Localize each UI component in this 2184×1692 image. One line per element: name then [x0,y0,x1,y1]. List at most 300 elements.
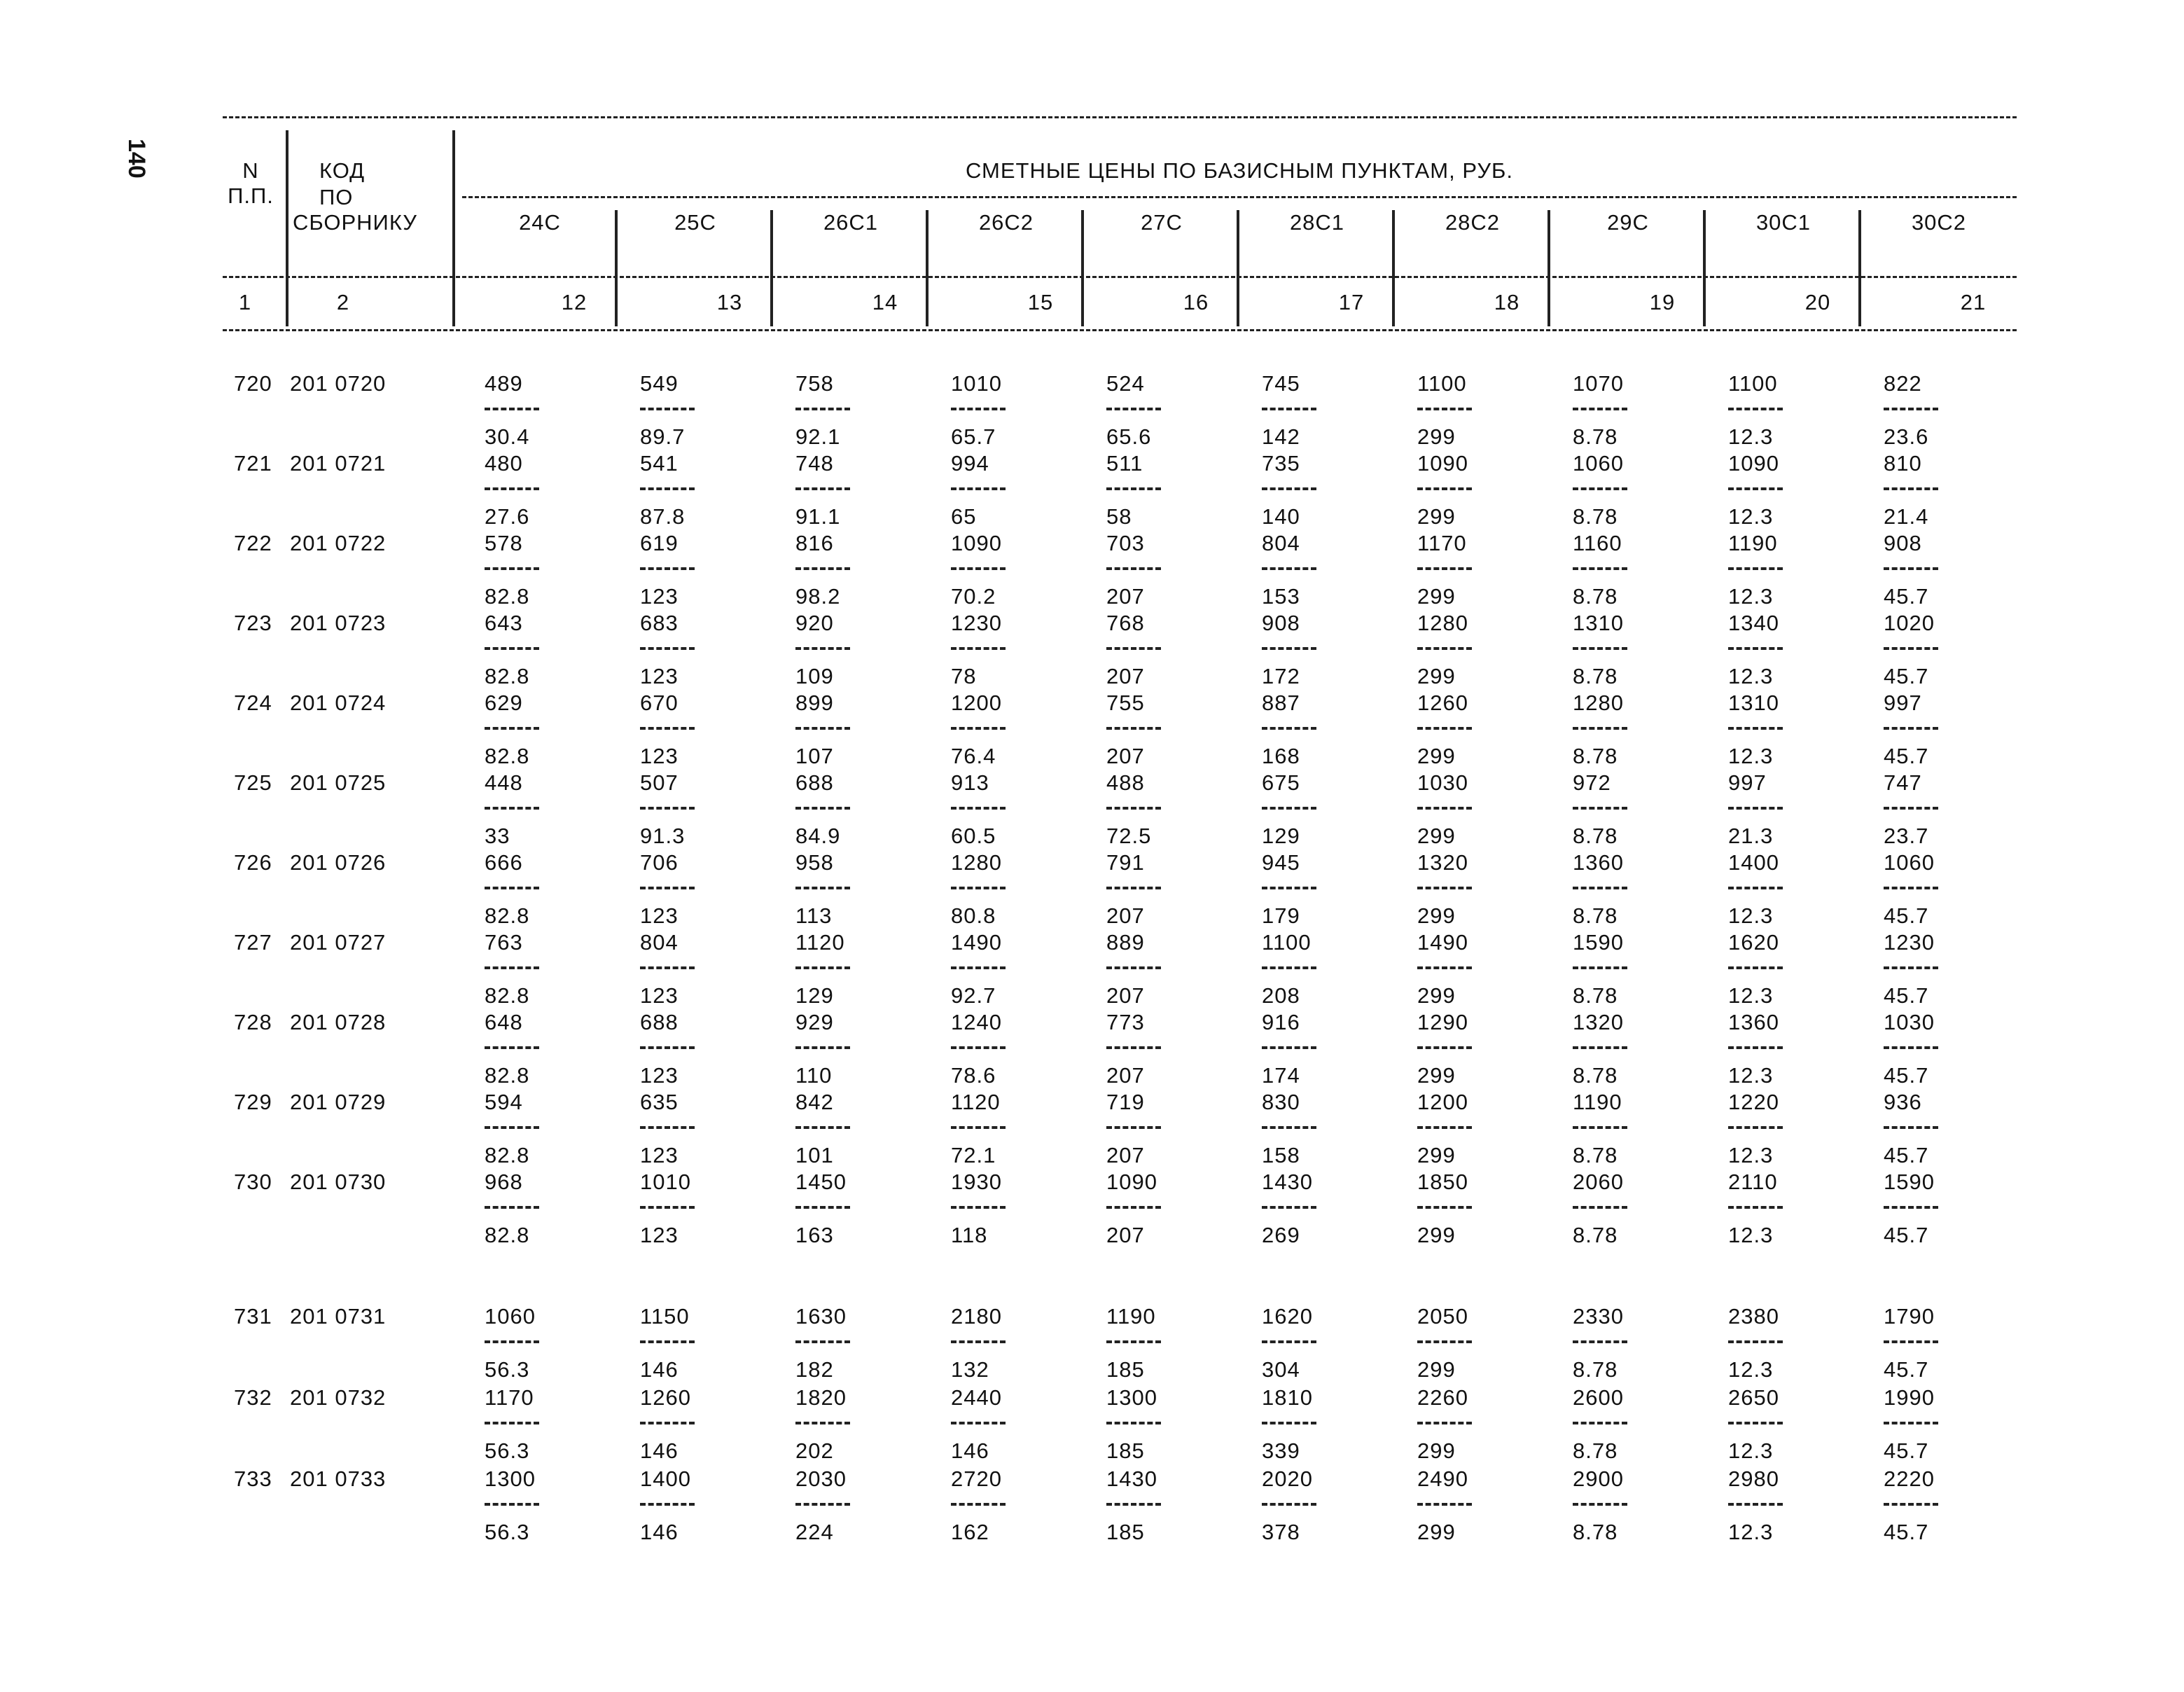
price-cell: 972 [1573,770,1611,795]
price-cell: 1490 [951,930,1002,955]
transport-cell: 98.2 [795,584,841,609]
price-cell: 1090 [1106,1170,1157,1194]
row-number: 722 [234,531,272,555]
fraction-line [1728,1206,1783,1209]
price-cell: 768 [1106,611,1145,635]
fraction-line [485,887,539,889]
transport-cell: 45.7 [1884,1143,1929,1167]
fraction-line [1262,727,1316,730]
transport-cell: 33 [485,824,510,848]
row-code: 201 0721 [290,451,387,476]
price-cell: 541 [640,451,679,476]
price-cell: 1230 [951,611,1002,635]
price-cell: 2490 [1417,1466,1468,1491]
price-cell: 1090 [951,531,1002,555]
fraction-line [485,487,539,490]
fraction-line [1106,1126,1161,1129]
header-n: N [242,158,259,183]
price-cell: 666 [485,850,523,875]
fraction-line [485,408,539,410]
price-cell: 488 [1106,770,1145,795]
fraction-line [1106,807,1161,810]
price-cell: 997 [1884,691,1922,715]
price-cell: 1170 [1417,531,1467,555]
fraction-line [1884,1206,1938,1209]
transport-cell: 269 [1262,1223,1300,1247]
transport-cell: 21.4 [1884,504,1929,529]
fraction-line [795,487,850,490]
fraction-line [1728,1126,1783,1129]
transport-cell: 158 [1262,1143,1300,1167]
header-point-2: 26С1 [823,210,879,235]
price-cell: 1630 [795,1304,847,1329]
row-code: 201 0722 [290,531,387,555]
fraction-line [1417,1340,1472,1343]
fraction-line [640,487,695,490]
price-cell: 1200 [1417,1090,1468,1114]
price-cell: 804 [1262,531,1300,555]
price-cell: 1150 [640,1304,690,1329]
transport-cell: 65.6 [1106,424,1152,449]
price-cell: 2980 [1728,1466,1779,1491]
transport-cell: 91.1 [795,504,841,529]
fraction-line [795,567,850,570]
transport-cell: 8.78 [1573,504,1618,529]
fraction-line [1262,1206,1316,1209]
page-number: 140 [123,139,150,179]
fraction-line [1417,1206,1472,1209]
price-cell: 1090 [1728,451,1779,476]
fraction-line [1884,1126,1938,1129]
price-cell: 2260 [1417,1385,1468,1410]
price-cell: 1810 [1262,1385,1313,1410]
price-cell: 747 [1884,770,1922,795]
price-cell: 683 [640,611,679,635]
transport-cell: 8.78 [1573,1357,1618,1382]
transport-cell: 12.3 [1728,1143,1774,1167]
transport-cell: 56.3 [485,1357,530,1382]
fraction-line [640,1340,695,1343]
price-cell: 929 [795,1010,834,1034]
transport-cell: 142 [1262,424,1300,449]
transport-cell: 78.6 [951,1063,996,1088]
price-cell: 1820 [795,1385,847,1410]
price-cell: 830 [1262,1090,1300,1114]
fraction-line [1573,1046,1627,1049]
fraction-line [1262,1126,1316,1129]
transport-cell: 80.8 [951,903,996,928]
fraction-line [795,966,850,969]
transport-cell: 65.7 [951,424,996,449]
fraction-line [1573,1340,1627,1343]
fraction-line [1417,1046,1472,1049]
transport-cell: 12.3 [1728,1357,1774,1382]
transport-cell: 91.3 [640,824,686,848]
row-number: 721 [234,451,272,476]
row-code: 201 0723 [290,611,387,635]
row-code: 201 0732 [290,1385,387,1410]
price-cell: 773 [1106,1010,1145,1034]
price-cell: 1060 [485,1304,536,1329]
price-cell: 748 [795,451,834,476]
row-number: 725 [234,770,272,795]
transport-cell: 76.4 [951,744,996,768]
transport-cell: 82.8 [485,664,530,688]
transport-cell: 179 [1262,903,1300,928]
price-cell: 2050 [1417,1304,1468,1329]
transport-cell: 172 [1262,664,1300,688]
row-number: 720 [234,371,272,396]
price-cell: 1340 [1728,611,1779,635]
fraction-line [1262,966,1316,969]
transport-cell: 123 [640,903,679,928]
fraction-line [485,567,539,570]
rule-group-title [462,196,2017,198]
transport-cell: 45.7 [1884,903,1929,928]
row-code: 201 0727 [290,930,387,955]
transport-cell: 92.7 [951,983,996,1008]
rule-col-numbers [223,329,2017,331]
price-cell: 1070 [1573,371,1624,396]
fraction-line [1728,487,1783,490]
fraction-line [1106,1046,1161,1049]
price-cell: 1170 [485,1385,534,1410]
price-cell: 1120 [951,1090,1001,1114]
transport-cell: 82.8 [485,584,530,609]
price-cell: 913 [951,770,989,795]
price-cell: 2900 [1573,1466,1624,1491]
price-cell: 994 [951,451,989,476]
fraction-line [1573,807,1627,810]
fraction-line [951,1503,1006,1506]
transport-cell: 84.9 [795,824,841,848]
col-number-8: 18 [1494,290,1520,314]
transport-cell: 123 [640,744,679,768]
fraction-line [1573,567,1627,570]
price-cell: 958 [795,850,834,875]
transport-cell: 82.8 [485,1063,530,1088]
transport-cell: 123 [640,664,679,688]
transport-cell: 299 [1417,1438,1456,1463]
price-cell: 2600 [1573,1385,1624,1410]
fraction-line [485,1340,539,1343]
header-point-5: 28С1 [1289,210,1345,235]
transport-cell: 8.78 [1573,1438,1618,1463]
price-cell: 1100 [1728,371,1778,396]
price-cell: 703 [1106,531,1145,555]
fraction-line [485,807,539,810]
price-cell: 1400 [640,1466,691,1491]
transport-cell: 45.7 [1884,584,1929,609]
row-number: 724 [234,691,272,715]
transport-cell: 146 [951,1438,989,1463]
row-code: 201 0733 [290,1466,387,1491]
fraction-line [795,887,850,889]
transport-cell: 118 [951,1223,988,1247]
transport-cell: 82.8 [485,744,530,768]
price-cell: 1300 [485,1466,536,1491]
col-number-7: 17 [1338,290,1365,314]
fraction-line [1262,1046,1316,1049]
fraction-line [795,807,850,810]
fraction-line [951,1422,1006,1424]
price-cell: 719 [1106,1090,1145,1114]
transport-cell: 146 [640,1438,679,1463]
price-cell: 688 [795,770,834,795]
transport-cell: 27.6 [485,504,530,529]
fraction-line [1262,807,1316,810]
transport-cell: 12.3 [1728,664,1774,688]
price-cell: 755 [1106,691,1145,715]
col-number-3: 13 [716,290,743,314]
fraction-line [1106,887,1161,889]
price-cell: 1320 [1573,1010,1624,1034]
transport-cell: 207 [1106,584,1145,609]
fraction-line [1884,1340,1938,1343]
rule-header-bottom [223,276,2017,278]
transport-cell: 339 [1262,1438,1300,1463]
price-cell: 763 [485,930,523,955]
price-cell: 908 [1262,611,1300,635]
transport-cell: 12.3 [1728,744,1774,768]
fraction-line [485,966,539,969]
col-number-11: 21 [1960,290,1987,314]
row-number: 727 [234,930,272,955]
row-code: 201 0729 [290,1090,387,1114]
fraction-line [1728,1046,1783,1049]
fraction-line [951,727,1006,730]
price-cell: 629 [485,691,523,715]
price-cell: 480 [485,451,523,476]
price-cell: 1230 [1884,930,1935,955]
transport-cell: 162 [951,1520,989,1544]
transport-cell: 72.1 [951,1143,996,1167]
fraction-line [1728,408,1783,410]
price-cell: 816 [795,531,834,555]
transport-cell: 185 [1106,1357,1145,1382]
fraction-line [1417,567,1472,570]
fraction-line [1106,487,1161,490]
price-cell: 1010 [951,371,1002,396]
fraction-line [951,1206,1006,1209]
transport-cell: 89.7 [640,424,686,449]
header-point-4: 27С [1141,210,1183,235]
transport-cell: 8.78 [1573,1520,1618,1544]
fraction-line [1106,1340,1161,1343]
transport-cell: 60.5 [951,824,996,848]
transport-cell: 30.4 [485,424,530,449]
price-cell: 1400 [1728,850,1779,875]
price-cell: 1030 [1417,770,1468,795]
price-cell: 1990 [1884,1385,1935,1410]
transport-cell: 109 [795,664,834,688]
transport-cell: 299 [1417,1357,1456,1382]
price-cell: 670 [640,691,679,715]
transport-cell: 132 [951,1357,989,1382]
fraction-line [1417,487,1472,490]
transport-cell: 140 [1262,504,1300,529]
fraction-line [1106,727,1161,730]
header-point-3: 26С2 [978,210,1034,235]
transport-cell: 207 [1106,744,1145,768]
header-point-7: 29С [1607,210,1649,235]
fraction-line [951,887,1006,889]
price-cell: 1360 [1573,850,1624,875]
transport-cell: 153 [1262,584,1300,609]
price-cell: 1280 [1573,691,1624,715]
fraction-line [640,887,695,889]
fraction-line [1728,1422,1783,1424]
price-cell: 1490 [1417,930,1468,955]
transport-cell: 12.3 [1728,424,1774,449]
price-cell: 2380 [1728,1304,1779,1329]
price-cell: 619 [640,531,679,555]
price-cell: 1160 [1573,531,1622,555]
fraction-line [795,1046,850,1049]
price-cell: 997 [1728,770,1767,795]
transport-cell: 8.78 [1573,424,1618,449]
price-cell: 1300 [1106,1385,1157,1410]
price-cell: 1430 [1106,1466,1157,1491]
transport-cell: 208 [1262,983,1300,1008]
price-cell: 594 [485,1090,523,1114]
price-cell: 1020 [1884,611,1935,635]
header-point-8: 30С1 [1755,210,1811,235]
transport-cell: 45.7 [1884,983,1929,1008]
header-kod: КОД [319,158,366,183]
price-cell: 648 [485,1010,523,1034]
price-cell: 1240 [951,1010,1002,1034]
transport-cell: 299 [1417,584,1456,609]
fraction-line [1106,1422,1161,1424]
price-cell: 1100 [1417,371,1467,396]
fraction-line [1728,727,1783,730]
price-cell: 2020 [1262,1466,1313,1491]
transport-cell: 299 [1417,504,1456,529]
price-cell: 804 [640,930,679,955]
transport-cell: 299 [1417,1063,1456,1088]
transport-cell: 72.5 [1106,824,1152,848]
row-number: 729 [234,1090,272,1114]
fraction-line [1573,1422,1627,1424]
transport-cell: 58 [1106,504,1132,529]
price-cell: 688 [640,1010,679,1034]
fraction-line [951,1126,1006,1129]
fraction-line [1106,966,1161,969]
price-cell: 810 [1884,451,1922,476]
fraction-line [640,727,695,730]
transport-cell: 299 [1417,903,1456,928]
fraction-line [1417,1503,1472,1506]
fraction-line [1262,1340,1316,1343]
price-cell: 2440 [951,1385,1002,1410]
transport-cell: 8.78 [1573,1063,1618,1088]
price-cell: 842 [795,1090,834,1114]
col-number-5: 15 [1027,290,1054,314]
fraction-line [1573,1126,1627,1129]
transport-cell: 123 [640,1223,679,1247]
fraction-line [795,1126,850,1129]
fraction-line [951,487,1006,490]
transport-cell: 45.7 [1884,744,1929,768]
fraction-line [1728,966,1783,969]
fraction-line [1262,487,1316,490]
row-code: 201 0720 [290,371,387,396]
row-code: 201 0728 [290,1010,387,1034]
price-cell: 1060 [1884,850,1935,875]
price-cell: 578 [485,531,523,555]
row-number: 728 [234,1010,272,1034]
header-point-1: 25С [674,210,716,235]
transport-cell: 299 [1417,744,1456,768]
price-cell: 1220 [1728,1090,1779,1114]
transport-cell: 299 [1417,664,1456,688]
price-cell: 511 [1106,451,1143,476]
row-number: 730 [234,1170,272,1194]
transport-cell: 101 [795,1143,834,1167]
transport-cell: 23.7 [1884,824,1929,848]
price-cell: 1590 [1884,1170,1935,1194]
header-group-title: СМЕТНЫЕ ЦЕНЫ ПО БАЗИСНЫМ ПУНКТАМ, РУБ. [966,158,1513,183]
price-cell: 745 [1262,371,1300,396]
price-cell: 791 [1106,850,1145,875]
fraction-line [1728,647,1783,650]
price-cell: 822 [1884,371,1922,396]
transport-cell: 56.3 [485,1520,530,1544]
fraction-line [951,1046,1006,1049]
price-cell: 1850 [1417,1170,1468,1194]
price-cell: 1190 [1573,1090,1622,1114]
price-cell: 1260 [640,1385,691,1410]
transport-cell: 12.3 [1728,504,1774,529]
fraction-line [1106,647,1161,650]
fraction-line [1884,887,1938,889]
fraction-line [795,1503,850,1506]
transport-cell: 207 [1106,664,1145,688]
price-cell: 1280 [951,850,1002,875]
fraction-line [485,1126,539,1129]
transport-cell: 207 [1106,903,1145,928]
fraction-line [1262,1503,1316,1506]
fraction-line [640,647,695,650]
transport-cell: 123 [640,584,679,609]
price-cell: 2330 [1573,1304,1624,1329]
fraction-line [951,807,1006,810]
fraction-line [640,1126,695,1129]
fraction-line [1417,887,1472,889]
price-cell: 2110 [1728,1170,1778,1194]
transport-cell: 110 [795,1063,833,1088]
transport-cell: 82.8 [485,903,530,928]
transport-cell: 378 [1262,1520,1300,1544]
price-cell: 1120 [795,930,845,955]
transport-cell: 8.78 [1573,983,1618,1008]
fraction-line [951,1340,1006,1343]
price-cell: 643 [485,611,523,635]
price-cell: 945 [1262,850,1300,875]
row-code: 201 0725 [290,770,387,795]
price-cell: 706 [640,850,679,875]
price-cell: 936 [1884,1090,1922,1114]
col-number-9: 19 [1649,290,1676,314]
col-number-4: 14 [872,290,898,314]
transport-cell: 12.3 [1728,1223,1774,1247]
fraction-line [795,1206,850,1209]
price-cell: 1010 [640,1170,691,1194]
col-number-1: 2 [336,290,350,314]
transport-cell: 168 [1262,744,1300,768]
row-code: 201 0730 [290,1170,387,1194]
